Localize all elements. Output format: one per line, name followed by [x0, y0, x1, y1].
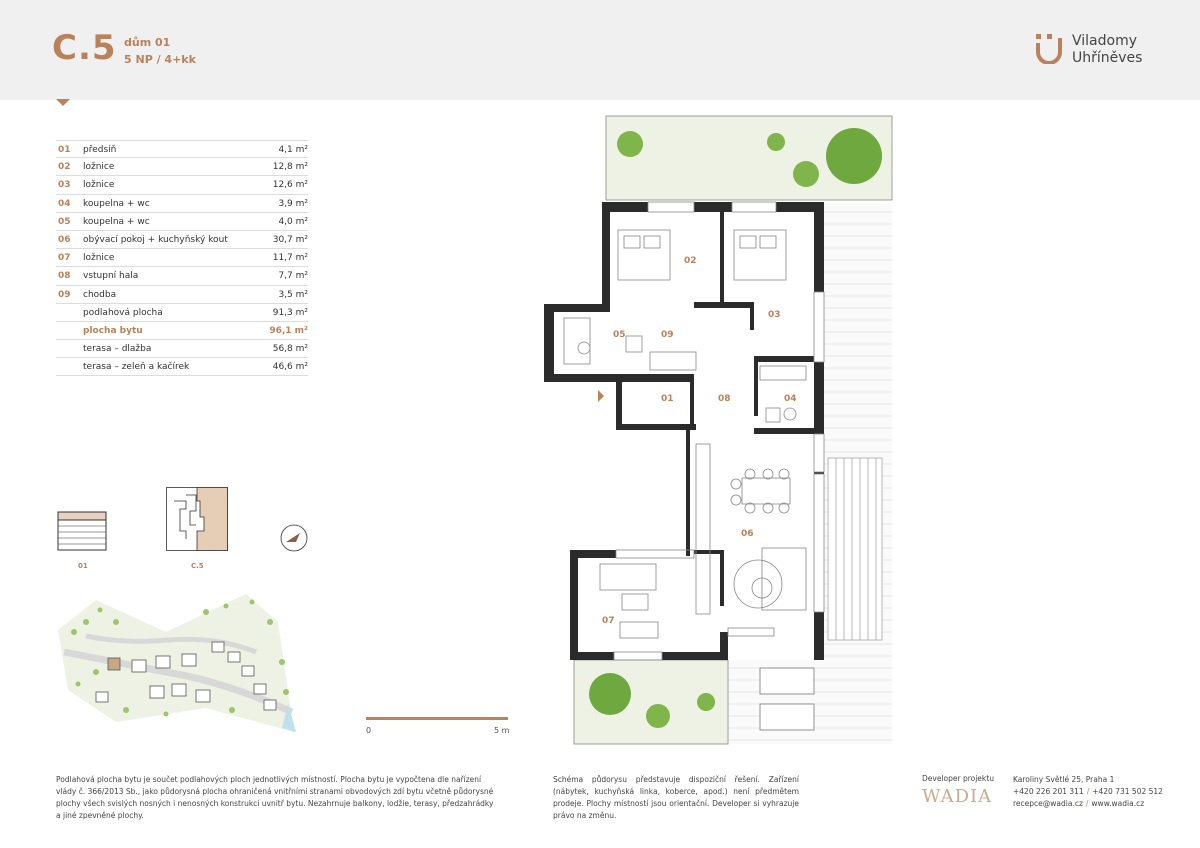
building-elevation-diagram: [56, 508, 108, 552]
table-row: 02 ložnice 12,8 m²: [56, 158, 308, 176]
contact-block: [1013, 774, 1163, 810]
brand-name-line2: Uhříněves: [1072, 50, 1143, 66]
table-row: 06 obývací pokoj + kuchyňský kout 30,7 m²: [56, 231, 308, 249]
total-row: terasa – dlažba 56,8 m²: [56, 340, 308, 358]
web-contacts: recepce@wadia.cz / www.wadia.cz: [1013, 799, 1145, 808]
room-table: [56, 140, 308, 376]
header-marker-icon: [56, 99, 70, 106]
brand-name-line1: Viladomy: [1072, 33, 1138, 49]
apartment-subtitle: [124, 34, 196, 68]
table-row: 08 vstupní hala 7,7 m²: [56, 267, 308, 285]
total-row-highlight: plocha bytu 96,1 m²: [56, 322, 308, 340]
tree-icon: [589, 673, 631, 715]
floor-label: C.5: [191, 562, 204, 570]
tree-icon: [617, 131, 643, 157]
floor-layout-label: 5 NP / 4+kk: [124, 53, 196, 66]
phone-link[interactable]: +420 226 201 311: [1013, 787, 1084, 796]
building-label: dům 01: [124, 36, 171, 49]
room-label-04: 04: [784, 394, 797, 404]
email-link[interactable]: recepce@wadia.cz: [1013, 799, 1083, 808]
floor-key-diagram: [166, 487, 228, 551]
total-row: terasa – zeleň a kačírek 46,6 m²: [56, 358, 308, 376]
table-row: 01 předsíň 4,1 m²: [56, 140, 308, 158]
plan-disclaimer-note: Schéma půdorysu představuje dispoziční řešení. Zařízení (nábytek, kuchyňská linka, koberce, apod.) není předmětem prodeje. Plochy místností jsou orientační. Developer si vyhrazuje právo na změnu.: [553, 775, 799, 820]
room-label-02: 02: [684, 256, 697, 266]
tree-icon: [697, 693, 715, 711]
brand-name: [1072, 33, 1142, 67]
phones: +420 226 201 311 / +420 731 502 512: [1013, 787, 1163, 796]
table-row: 05 koupelna + wc 4,0 m²: [56, 213, 308, 231]
room-label-03: 03: [768, 310, 781, 320]
tree-icon: [767, 133, 785, 151]
web-link[interactable]: www.wadia.cz: [1091, 799, 1145, 808]
apartment-code: C.5: [52, 28, 117, 68]
developer-logo: WADIA: [922, 786, 993, 807]
brand-logo-icon: [1036, 34, 1064, 64]
building-label: 01: [78, 562, 88, 570]
site-map: [56, 592, 302, 738]
room-label-05: 05: [613, 330, 626, 340]
phone-link[interactable]: +420 731 502 512: [1092, 787, 1163, 796]
table-row: 04 koupelna + wc 3,9 m²: [56, 195, 308, 213]
compass-icon: [280, 524, 308, 552]
table-row: 03 ložnice 12,6 m²: [56, 176, 308, 194]
room-label-09: 09: [661, 330, 674, 340]
tree-icon: [826, 128, 882, 184]
scale-bar: [366, 717, 508, 720]
table-row: 09 chodba 3,5 m²: [56, 286, 308, 304]
tree-icon: [646, 704, 670, 728]
page-header: [0, 0, 1200, 100]
total-row: podlahová plocha 91,3 m²: [56, 304, 308, 322]
scale-end-label: 5 m: [494, 726, 510, 735]
entrance-arrow-icon: [598, 390, 604, 402]
tree-icon: [793, 161, 819, 187]
room-label-01: 01: [661, 394, 674, 404]
address: Karoliny Světlé 25, Praha 1: [1013, 775, 1115, 784]
room-label-07: 07: [602, 616, 615, 626]
room-label-06: 06: [741, 529, 754, 539]
table-row: 07 ložnice 11,7 m²: [56, 249, 308, 267]
room-label-08: 08: [718, 394, 731, 404]
floor-plan: [540, 112, 900, 748]
area-definition-note: Podlahová plocha bytu je součet podlahových ploch jednotlivých místností. Plocha bytu je vypočtena dle nařízení vlády č. 366/2013 Sb., jako půdorysná plocha ohraničená vnitřními stranami obvodových zdí bytu včetně půdorysné plochy všech svislých nosných i nenosných konstrukcí uvnitř bytu. Nezahrnuje balkony, lodžie, terasy, předzahrádky a jiné zpevněné plochy.: [56, 775, 494, 820]
pergola: [828, 458, 882, 640]
scale-start-label: 0: [366, 726, 372, 735]
developer-label: Developer projektu: [922, 774, 994, 783]
